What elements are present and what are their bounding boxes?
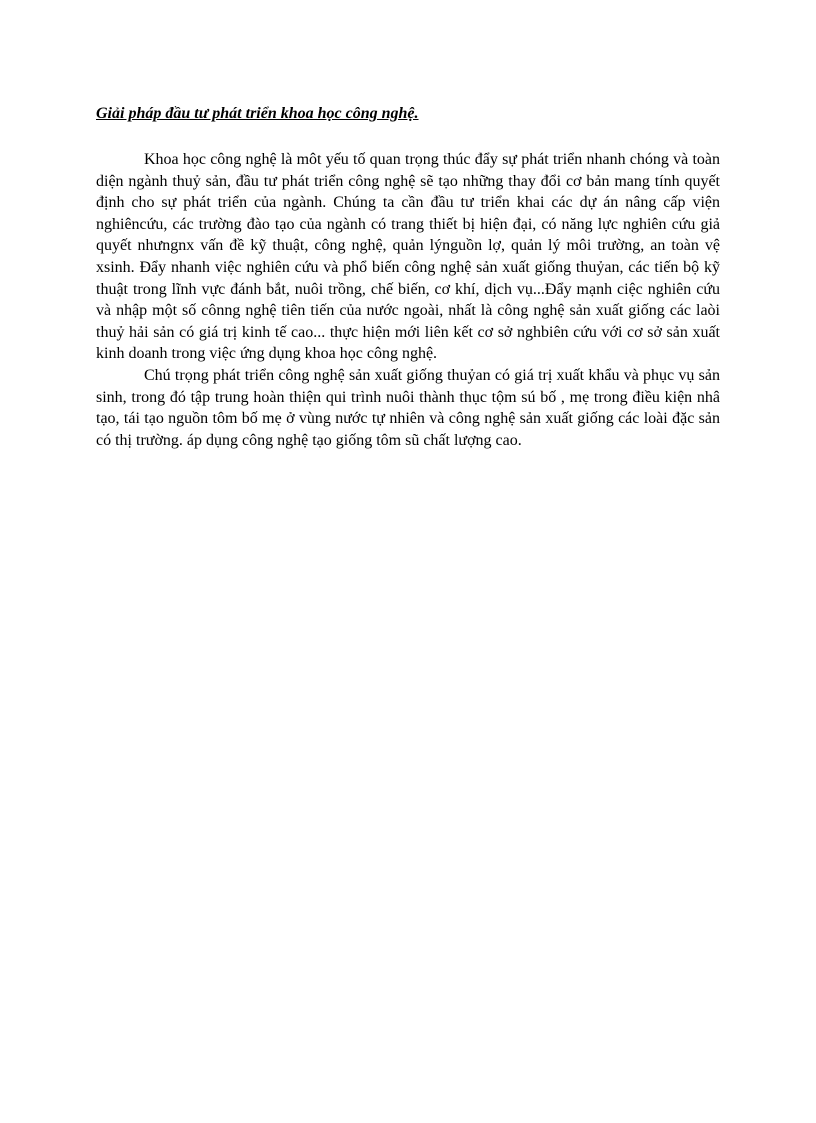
document-title: Giải pháp đầu tư phát triển khoa học công nghệ. [96, 105, 419, 122]
document-content [96, 104, 720, 451]
paragraph-1: Khoa học công nghệ là môt yếu tố quan trọng thúc đẩy sự phát triển nhanh chóng và toàn diện ngành thuỷ sản, đầu tư phát triển công nghệ sẽ tạo những thay đổi cơ bản mang tính quyết định cho sự phát triển của ngành. Chúng ta cần đầu tư triển khai các dự án nâng cấp viện nghiêncứu, các trường đào tạo của ngành có trang thiết bị hiện đại, có năng lực nghiên cứu giả quyết nhưngnx vấn đề kỹ thuật, công nghệ, quản lýnguồn lợ, quản lý môi trường, an toàn vệ xsinh. Đẩy nhanh việc nghiên cứu và phổ biến công nghệ sản xuất giống thuỷan, các tiến bộ kỹ thuật trong lĩnh vực đánh bắt, nuôi trồng, chế biến, cơ khí, dịch vụ...Đẩy mạnh ciệc nghiên cứu và nhập một số cônng nghệ tiên tiến của nước ngoài, nhất là công nghệ sản xuất giống các laòi thuỷ hải sản có giá trị kinh tế cao... thực hiện mới liên kết cơ sở nghbiên cứu với cơ sở sản xuất kinh doanh trong việc ứng dụng khoa học công nghệ. [96, 151, 720, 363]
paragraph-2: Chú trọng phát triển công nghệ sản xuất giống thuỷan có giá trị xuất khẩu và phục vụ sản sinh, trong đó tập trung hoàn thiện qui trình nuôi thành thục tộm sú bố , mẹ trong điều kiện nhâ tạo, tái tạo nguồn tôm bố mẹ ở vùng nước tự nhiên và công nghệ sản xuất giống các loài đặc sản có thị trường. áp dụng công nghệ tạo giống tôm sũ chất lượng cao. [96, 366, 720, 449]
